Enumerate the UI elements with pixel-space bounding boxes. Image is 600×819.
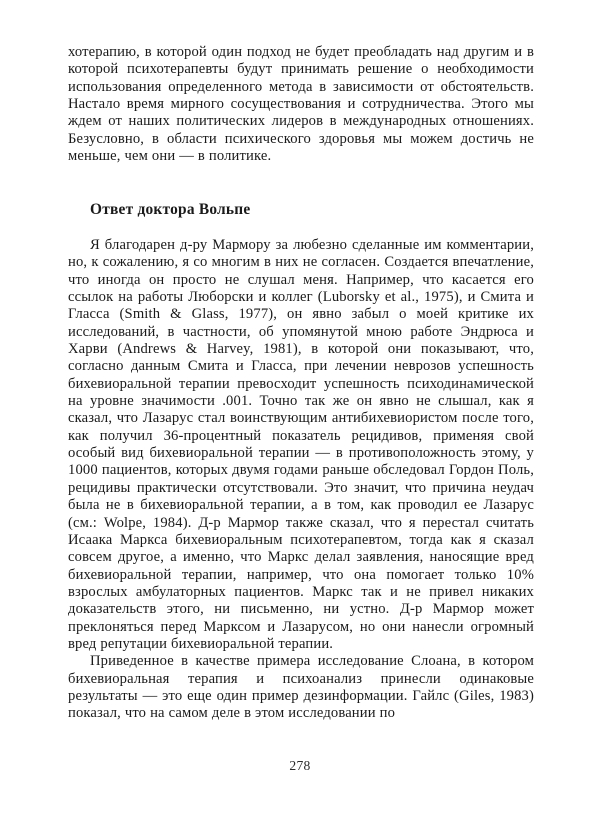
paragraph-continuation: хотерапию, в которой один подход не будет преобладать над другим и в которой психотерапевты будут принимать решение о необходимости использования определенного метода в зависимости от обстоятельств. Настало время мирного сосуществования и сотрудничества. Этого мы ждем от наших политических лидеров в международных отношениях. Безусловно, в области психического здоровья мы можем достичь не меньше, чем они — в политике. <box>68 44 534 165</box>
paragraph-2: Приведенное в качестве примера исследование Слоана, в котором бихевиоральная терапия и психоанализ принесли одинаковые результаты — это еще один пример дезинформации. Гайлс (Giles, 1983) показал, что на самом деле в этом исследовании по <box>68 653 534 722</box>
section-heading: Ответ доктора Вольпе <box>90 201 251 218</box>
top-paragraph-block <box>68 44 534 165</box>
body-text-block <box>68 237 534 723</box>
page-number: 278 <box>289 758 311 773</box>
paragraph-1: Я благодарен д-ру Мармору за любезно сделанные им комментарии, но, к сожалению, я со многим в них не согласен. Создается впечатление, что иногда он просто не слушал меня. Например, что касается его ссылок на работы Люборски и коллег (Luborsky et al., 1975), и Смита и Гласса (Smith & Glass, 1977), он явно забыл о моей критике их исследований, в частности, об упомянутой мною работе Эндрюса и Харви (Andrews & Harvey, 1981), в которой они показывают, что, согласно данным Смита и Гласса, при лечении неврозов успешность бихевиоральной терапии превосходит успешность психодинамической на уровне значимости .001. Точно так же он явно не слышал, как я сказал, что Лазарус стал воинствующим антибихевиористом после того, как получил 36-процентный показатель рецидивов, применяя свой особый вид бихевиоральной терапии — в противоположность этому, у 1000 пациентов, которых двумя годами раньше обследовал Гордон Поль, рецидивы практически отсутствовали. Это значит, что причина неудач была не в бихевиоральной терапии, а в том, как проводил ее Лазарус (см.: Wolpe, 1984). Д-р Мармор также сказал, что я перестал считать Исаака Маркса бихевиоральным психотерапевтом, тогда как я сказал совсем другое, а именно, что Маркс делал заявления, наносящие вред бихевиоральной терапии, например, что она помогает только 10% взрослых амбулаторных пациентов. Маркс так и не привел никаких доказательств этого, ни письменно, ни устно. Д-р Мармор может преклоняться перед Марксом и Лазарусом, но они нанесли огромный вред репутации бихевиоральной терапии. <box>68 237 534 652</box>
